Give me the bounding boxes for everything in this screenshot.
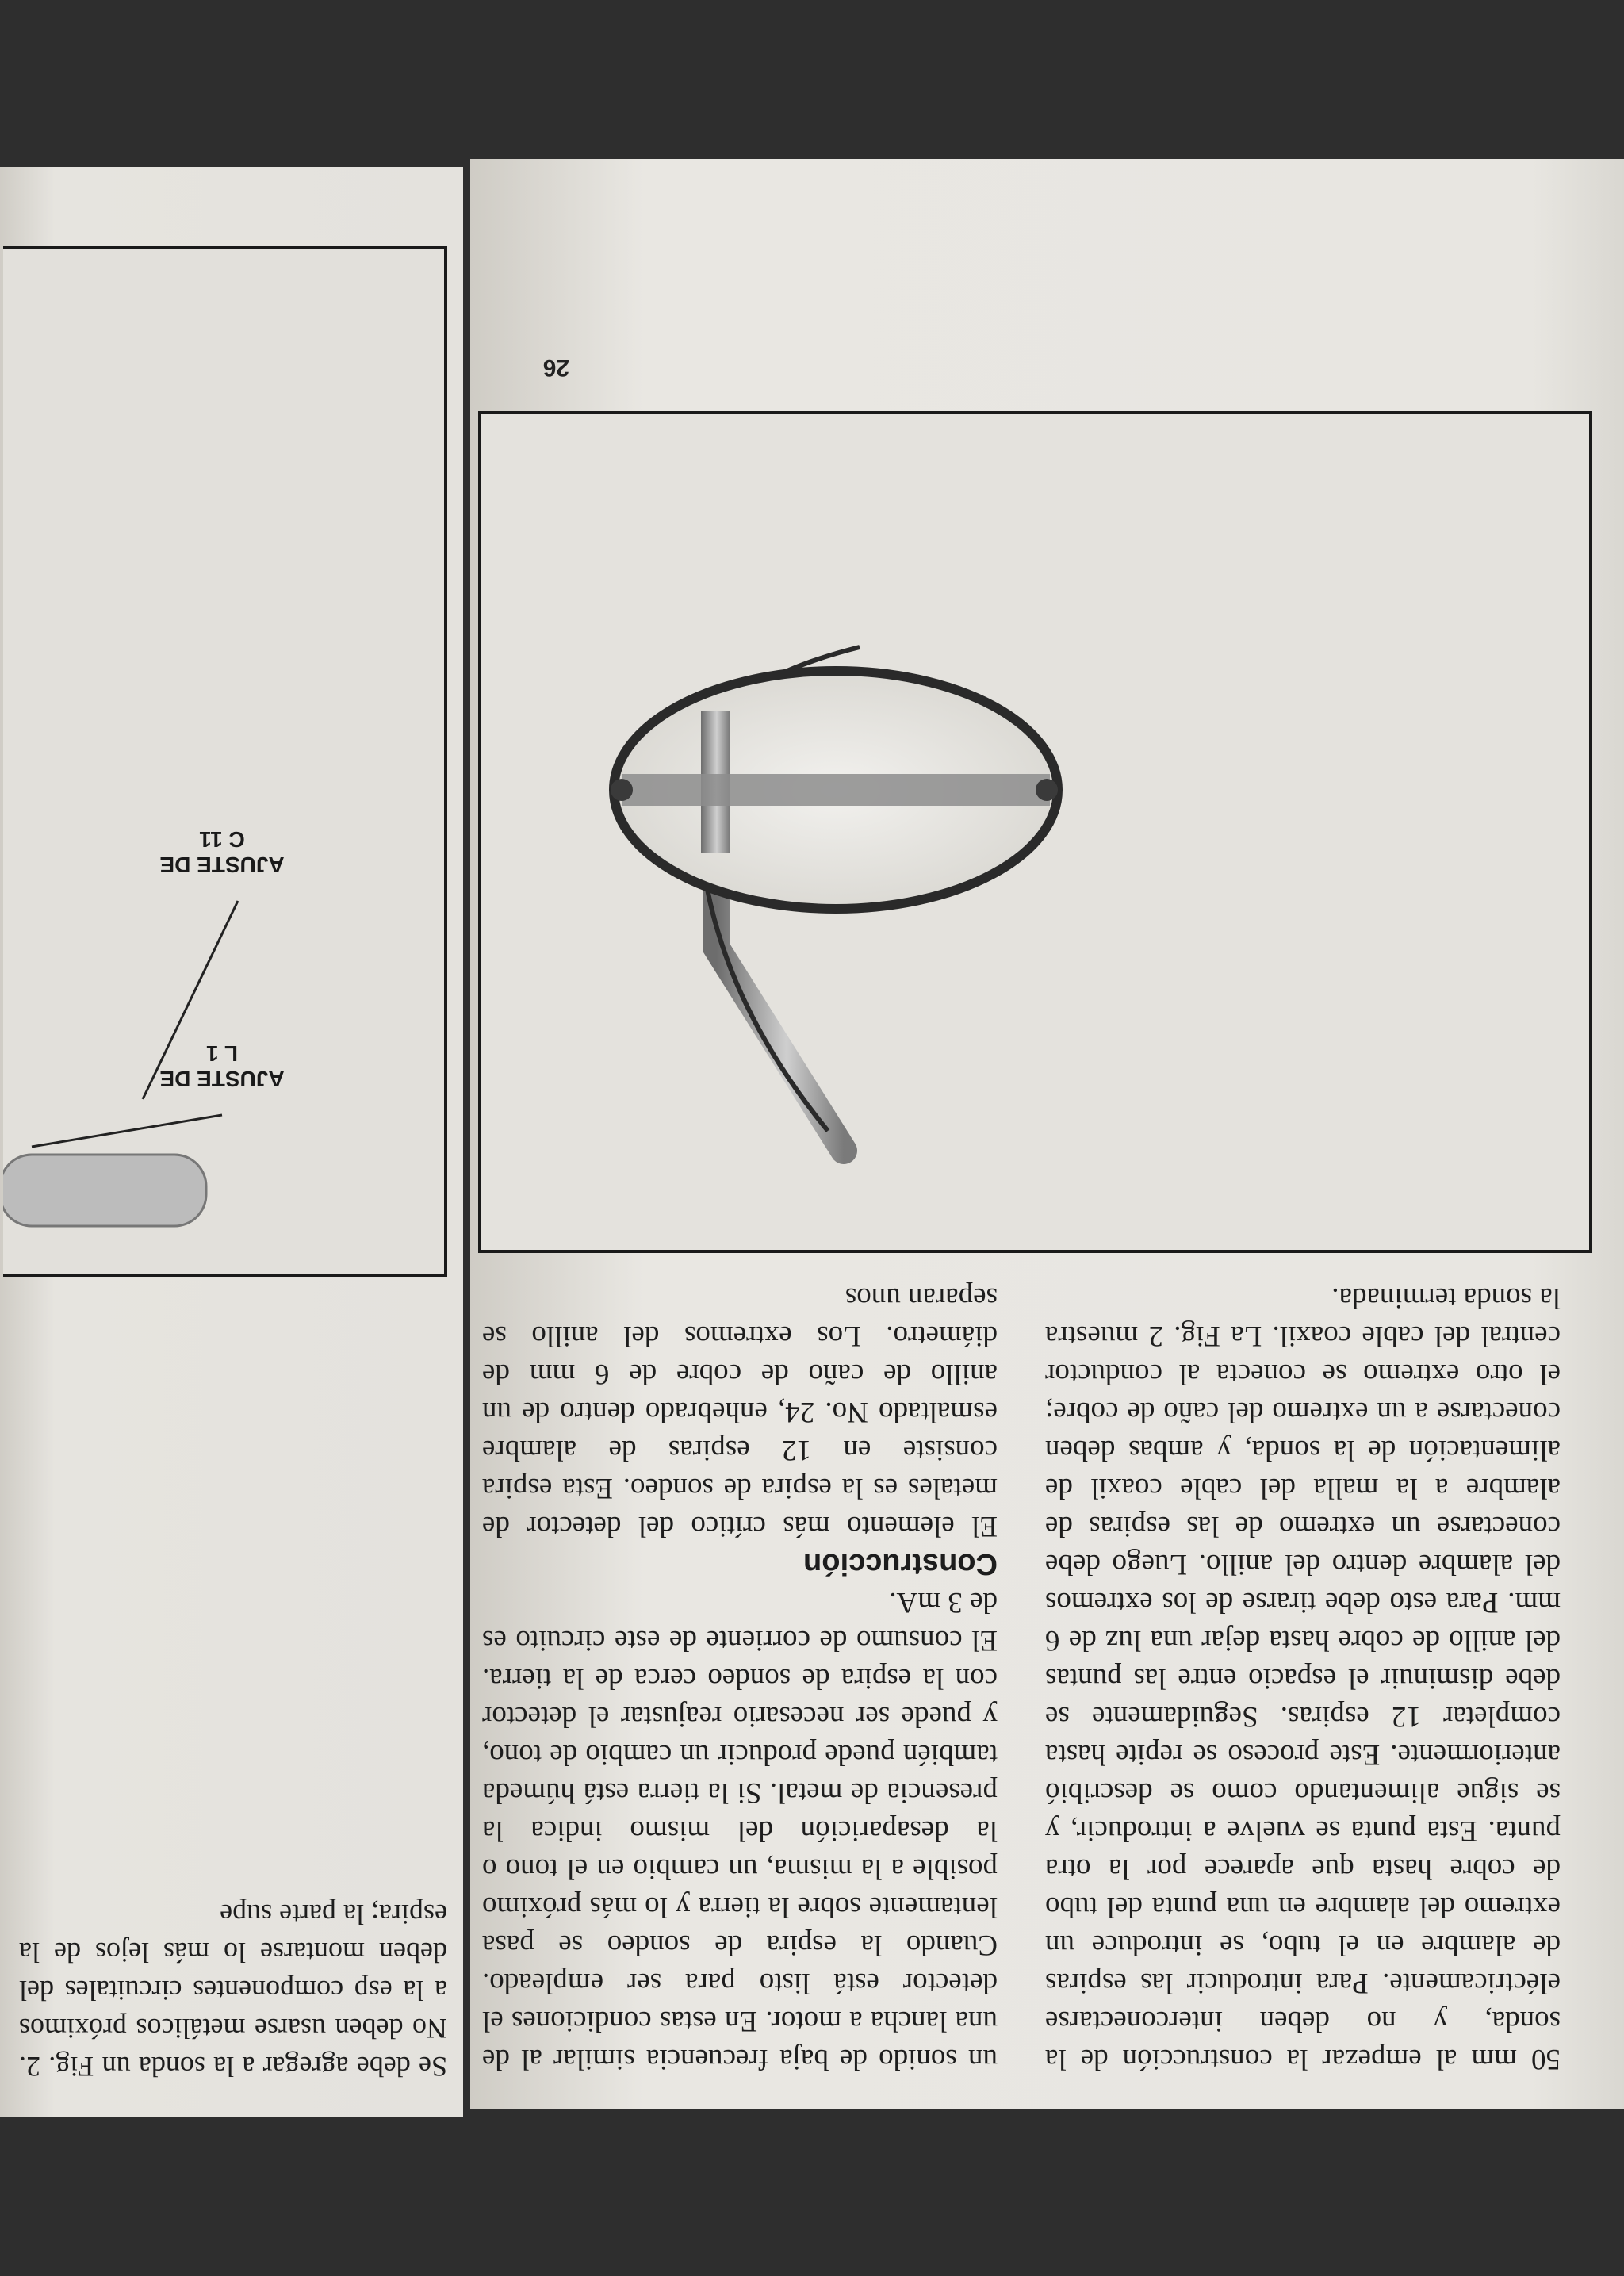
- figure-box: [478, 411, 1592, 1253]
- facing-page-text: [19, 1895, 447, 2086]
- facing-page-strip: [0, 167, 463, 2117]
- adjust-l1-label: AJUSTE DE L 1: [159, 1041, 285, 1091]
- pcb-rod-photo: [3, 249, 444, 1274]
- paragraph: Se debe agregar a la sonda un Fig. 2. No deben usarse metálicos próximos a la esp componentes circuitales del deben montarse lo más lejos de la espira; la parte supe: [19, 1899, 447, 2083]
- adjust-c11-label: AJUSTE DE C 11: [159, 827, 285, 877]
- page-26: [470, 159, 1624, 2109]
- paragraph: un sonido de baja frecuencia similar al de una lancha a motor. En estas condiciones el detector está listo para ser empleado. Cuando la espira de sondeo se pasa lentamente sobre la tierra y lo más próximo posible a la misma, un cambio en el tono o la desaparición del mismo indica la presencia de metal. Si la tierra está húmeda también puede producir un cambio de tono, y puede ser necesario reajustar el detector con la espira de sondeo cerca de la tierra. El consumo de corriente de este circuito es de 3 mA.: [482, 1586, 998, 2075]
- section-heading: Construcción: [803, 1547, 998, 1581]
- page-number: 26: [542, 354, 569, 381]
- text-column-right: [482, 1278, 998, 2078]
- probe-photo: [481, 414, 1589, 1250]
- paragraph: El elemento más crítico del detector de metales es la espira de sondeo. Esta espira consiste en 12 espiras de alambre esmaltado No. 24, enhebrado dentro de un anillo de caño de cobre de 6 mm de diámetro. Los extremos del anillo se separan unos: [482, 1282, 998, 1542]
- text-column-left: [1045, 1278, 1561, 2078]
- paragraph: 50 mm al empezar la construcción de la sonda, y no deben interconectarse eléctricamente. Para introducir las espiras de alambre en el tubo, se introduce un extremo del alambre en una punta del tubo de cobre hasta que aparece por la otra punta. Esta punta se vuelve a introducir, y se sigue alimentando como se describió anteriormente. Este proceso se repite hasta completar 12 espiras. Seguidamente se debe disminuir el espacio entre las puntas del anillo de cobre hasta dejar una luz de 6 mm. Para esto debe tirarse de los extremos del alambre dentro del anillo. Luego debe conectarse un extremo de las espiras de alambre a la malla del cable coaxil de alimentación de la sonda, y ambas deben conectarse a un extremo del caño de cobre; el otro extremo se conecta al conductor central del cable coaxil. La Fig. 2 muestra la sonda terminada.: [1045, 1282, 1561, 2075]
- facing-figure-box: [3, 246, 447, 1277]
